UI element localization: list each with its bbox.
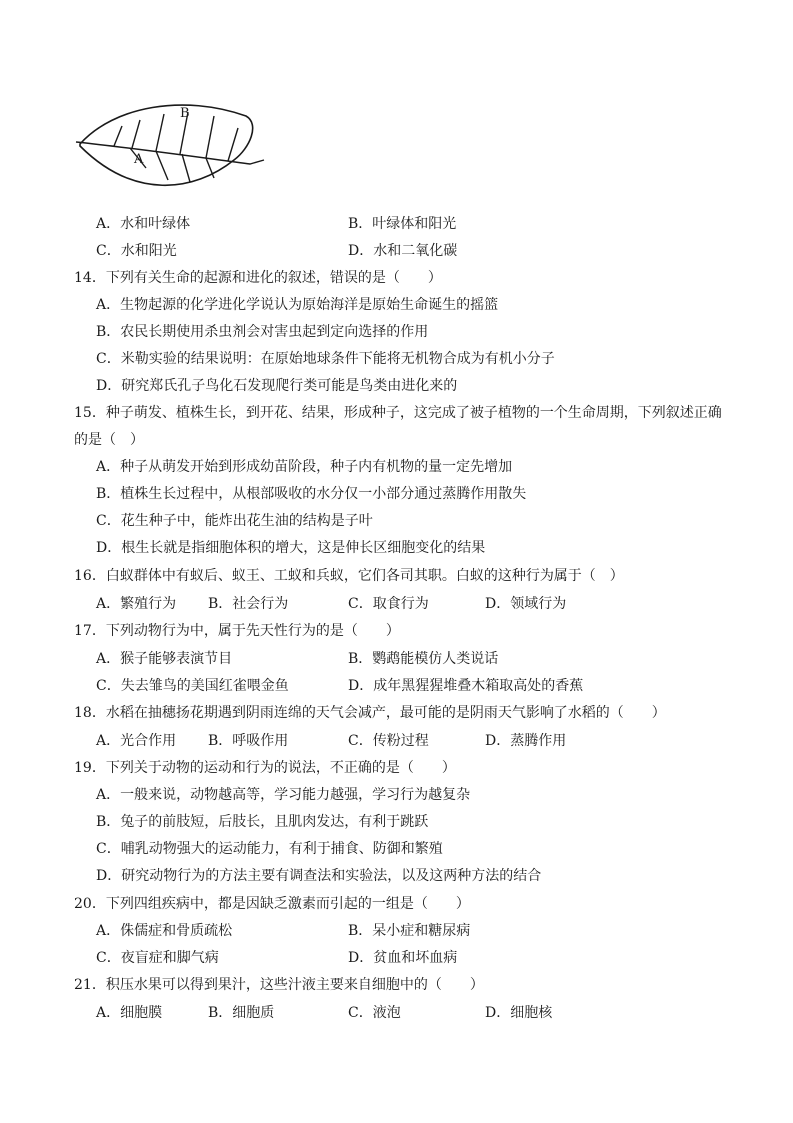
q20-option-c[interactable]: C．夜盲症和脚气病 [96, 950, 219, 966]
q19-stem: 19．下列关于动物的运动和行为的说法，不正确的是（ ） [74, 760, 456, 776]
q15-stem-line1: 15．种子萌发、植株生长，到开花、结果，形成种子，这完成了被子植物的一个生命周期，下列叙述正确 [74, 405, 722, 421]
q14-option-a[interactable]: A．生物起源的化学进化学说认为原始海洋是原始生命诞生的摇篮 [96, 297, 499, 313]
leaf-midrib [76, 142, 264, 164]
q17-option-b[interactable]: B．鹦鹉能模仿人类说话 [348, 651, 499, 667]
q15-option-c[interactable]: C．花生种子中，能炸出花生油的结构是子叶 [96, 513, 373, 529]
q20-stem: 20．下列四组疾病中，都是因缺乏激素而引起的一组是（ ） [74, 896, 470, 912]
q17-option-a[interactable]: A．猴子能够表演节目 [96, 651, 233, 667]
q19-option-b[interactable]: B．兔子的前肢短，后肢长，且肌肉发达，有利于跳跃 [96, 814, 429, 830]
q13-option-b[interactable]: B．叶绿体和阳光 [348, 216, 457, 232]
label-b: B [180, 106, 190, 121]
q18-stem: 18．水稻在抽穗扬花期遇到阴雨连绵的天气会减产，最可能的是阴雨天气影响了水稻的（ ） [74, 705, 666, 721]
q19-option-c[interactable]: C．哺乳动物强大的运动能力，有利于捕食、防御和繁殖 [96, 841, 443, 857]
q14-option-c[interactable]: C．米勒实验的结果说明：在原始地球条件下能将无机物合成为有机小分子 [96, 351, 555, 367]
q21-stem: 21．积压水果可以得到果汁，这些汁液主要来自细胞中的（ ） [74, 977, 484, 993]
q21-option-a[interactable]: A．细胞膜 [96, 1005, 163, 1021]
q21-option-c[interactable]: C．液泡 [348, 1005, 401, 1021]
q21-option-b[interactable]: B．细胞质 [208, 1005, 275, 1021]
q14-option-d[interactable]: D．研究郑氏孔子鸟化石发现爬行类可能是鸟类由进化来的 [96, 378, 458, 394]
q15-option-b[interactable]: B．植株生长过程中，从根部吸收的水分仅一小部分通过蒸腾作用散失 [96, 486, 527, 502]
q19-option-d[interactable]: D．研究动物行为的方法主要有调查法和实验法，以及这两种方法的结合 [96, 868, 542, 884]
q18-option-c[interactable]: C．传粉过程 [348, 733, 429, 749]
q17-stem: 17．下列动物行为中，属于先天性行为的是（ ） [74, 623, 400, 639]
q15-option-a[interactable]: A．种子从萌发开始到形成幼苗阶段，种子内有机物的量一定先增加 [96, 459, 513, 475]
q13-option-d[interactable]: D．水和二氧化碳 [348, 243, 458, 259]
q18-option-b[interactable]: B．呼吸作用 [208, 733, 289, 749]
q16-option-a[interactable]: A．繁殖行为 [96, 596, 177, 612]
q17-option-d[interactable]: D．成年黑猩猩堆叠木箱取高处的香蕉 [348, 678, 584, 694]
q14-stem: 14．下列有关生命的起源和进化的叙述，错误的是（ ） [74, 270, 442, 286]
q18-option-a[interactable]: A．光合作用 [96, 733, 177, 749]
label-a: A [134, 152, 144, 167]
q16-option-c[interactable]: C．取食行为 [348, 596, 429, 612]
q15-option-d[interactable]: D．根生长就是指细胞体积的增大，这是伸长区细胞变化的结果 [96, 540, 486, 556]
q18-option-d[interactable]: D．蒸腾作用 [485, 733, 567, 749]
q15-stem-line2: 的是（ ） [74, 432, 144, 448]
q20-option-b[interactable]: B．呆小症和糖尿病 [348, 923, 471, 939]
q16-stem: 16．白蚁群体中有蚁后、蚁王、工蚁和兵蚁，它们各司其职。白蚁的这种行为属于（ ） [74, 568, 624, 584]
q16-option-b[interactable]: B．社会行为 [208, 596, 289, 612]
q13-option-c[interactable]: C．水和阳光 [96, 243, 177, 259]
leaf-diagram [74, 96, 270, 196]
q19-option-a[interactable]: A．一般来说，动物越高等，学习能力越强，学习行为越复杂 [96, 787, 471, 803]
q13-option-a[interactable]: A．水和叶绿体 [96, 216, 191, 232]
q14-option-b[interactable]: B．农民长期使用杀虫剂会对害虫起到定向选择的作用 [96, 324, 429, 340]
q20-option-a[interactable]: A．侏儒症和骨质疏松 [96, 923, 233, 939]
leaf-veins [114, 112, 238, 182]
q21-option-d[interactable]: D．细胞核 [485, 1005, 553, 1021]
q17-option-c[interactable]: C．失去雏鸟的美国红雀喂金鱼 [96, 678, 289, 694]
q20-option-d[interactable]: D．贫血和坏血病 [348, 950, 458, 966]
q16-option-d[interactable]: D．领域行为 [485, 596, 567, 612]
